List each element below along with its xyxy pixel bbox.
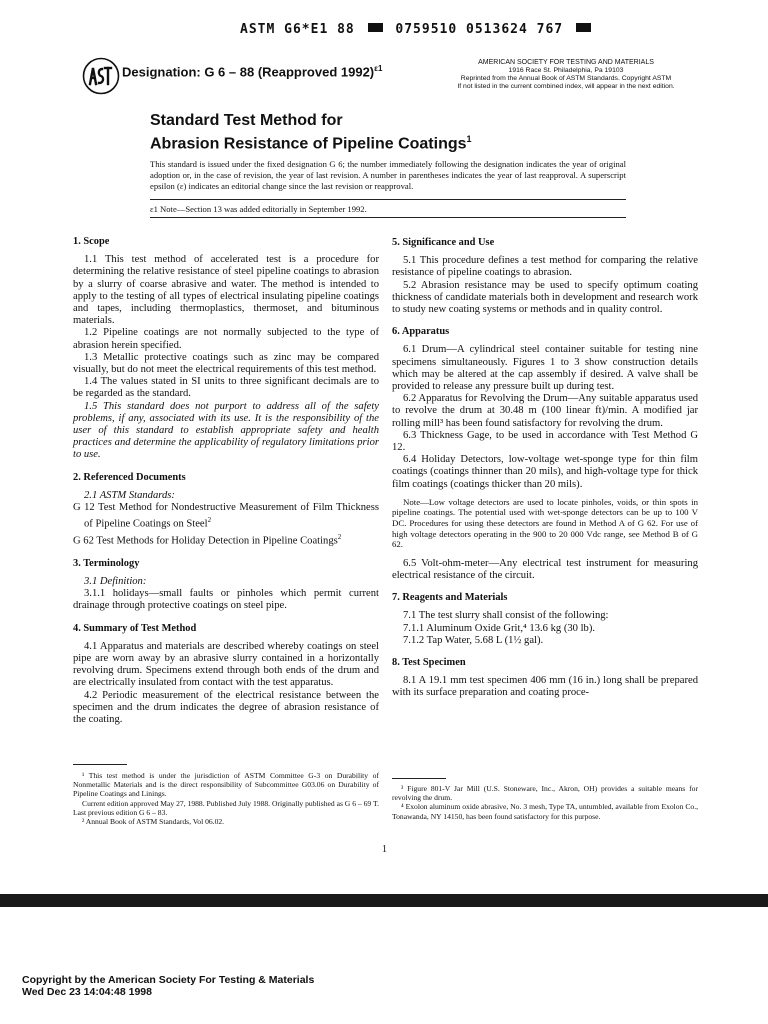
paragraph-1-3: 1.3 Metallic protective coatings such as zinc may be compared visually, but do not meet the electrical requirements of this test method. [73,351,379,376]
editorial-note: ε1 Note—Section 13 was added editorially in September 1992. [150,204,367,214]
paragraph-6-2: 6.2 Apparatus for Revolving the Drum—Any suitable apparatus used to revolve the drum at 30.48 m (100 linear ft)/min. A modified jar rolling mill³ has been found satisfactory for revolving the drum. [392,393,698,429]
copyright-stamp [22,974,314,998]
footnotes-right-text [392,784,698,821]
section-scope [73,236,379,462]
footnotes-left-text [73,771,379,826]
copyright-line: Copyright by the American Society For Testing & Materials [22,974,315,986]
footnote-2: ² Annual Book of ASTM Standards, Vol 06.02. [82,817,225,827]
section-heading: 5. Significance and Use [392,237,495,248]
section-heading: 6. Apparatus [392,326,450,338]
publisher-name: AMERICAN SOCIETY FOR TESTING AND MATERIALS [478,59,654,66]
document-code-left: ASTM G6*E1 88 [240,22,355,37]
paragraph-5-2: 5.2 Abrasion resistance may be used to specify optimum coating thickness of candidate materials both in development and research work to study new coating systems or methods and in quality control. [392,279,698,316]
document-code-line [240,22,595,37]
reference-g12-text: G 12 Test Method for Nondestructive Measurement of Film Thickness of Pipeline Coatings on Steel [73,502,379,530]
reference-g12 [73,502,379,531]
paragraph-6-3: 6.3 Thickness Gage, to be used in accordance with Test Method G 12. [392,429,698,454]
designation-epsilon: ε1 [374,64,383,73]
publisher-block [456,59,676,91]
section-heading: 3. Terminology [73,557,140,569]
title-footnote-ref: 1 [466,134,472,144]
paragraph-1-2: 1.2 Pipeline coatings are not normally subjected to the type of abrasion herein specified. [73,327,379,351]
paragraph-7-1-2: 7.1.2 Tap Water, 5.68 L (1½ gal). [403,634,544,646]
footnote-1: ¹ This test method is under the jurisdiction of ASTM Committee G-3 on Durability of Nonmetallic Materials and is the direct responsibility of Subcommittee G03.06 on Durability of Pipeline Coatings and Linings. [73,771,379,799]
copyright-timestamp: Wed Dec 23 14:04:48 1998 [22,986,152,998]
page-number: 1 [382,844,387,855]
paragraph-1-1: 1.1 This test method of accelerated test is a procedure for determining the relative resistance of steel pipeline coatings to abrasion by a slurry of coarse abrasive and water. The method is intended to apply to the testing of all types of electrical insulating pipeline coatings and tapes, including thermoplastics, thermoset, and bituminous materials. [73,254,379,327]
section-terminology [73,558,379,613]
paragraph-3-1-1: 3.1.1 holidays—small faults or pinholes which permit current drainage through protective coatings on steel pipe. [73,588,379,612]
section-heading: 7. Reagents and Materials [392,592,508,604]
title-main: Abrasion Resistance of Pipeline Coatings [150,135,467,153]
publisher-index-note: If not listed in the current combined index, will appear in the next edition. [457,83,675,90]
document-code-middle: 0759510 0513624 767 [395,22,564,37]
left-column [73,236,379,736]
footnote-rule [392,778,446,779]
code-block-mark [576,23,591,32]
footnote-ref: 2 [337,533,342,541]
footnote-4: ⁴ Exolon aluminum oxide abrasive, No. 3 mesh, Type TA, untumbled, available from Exolon Co., Tonawanda, NY 14150, has been found satisfactory for this purpose. [392,802,698,821]
paragraph-7-1-1: 7.1.1 Aluminum Oxide Grit,⁴ 13.6 kg (30 lb). [403,622,596,634]
paragraph-5-1: 5.1 This procedure defines a test method for comparing the relative resistance of pipeline coatings to abrasion. [392,255,698,279]
section-test-specimen [392,657,698,700]
issue-statement: This standard is issued under the fixed designation G 6; the number immediately following the designation indicates the year of original adoption or, in the case of revision, the year of last revision. A number in parentheses indicates the year of last reapproval. A superscript epsilon (ε) indicates an editorial change since the last revision or reapproval. [150,159,626,191]
paragraph-1-4: 1.4 The values stated in SI units to three significant decimals are to be regarded as the standard. [73,376,379,400]
paragraph-4-2: 4.2 Periodic measurement of the electrical resistance between the specimen and the drum indicates the degree of abrasion resistance of the coating. [73,689,379,725]
left-footnotes [73,764,379,826]
paragraph-3-1 [73,576,379,588]
scan-edge-bar [0,894,768,907]
reference-g62-text: G 62 Test Methods for Holiday Detection in Pipeline Coatings [73,535,338,547]
paragraph-6-5: 6.5 Volt-ohm-meter—Any electrical test instrument for measuring electrical resistance of the circuit. [392,557,698,582]
title-line2 [150,130,630,153]
title-line1: Standard Test Method for [150,112,343,129]
safety-caveat: 1.5 This standard does not purport to address all of the safety problems, if any, associated with its use. It is the responsibility of the user of this standard to establish appropriate safety and health practices and determine the applicability of regulatory limitations prior to use. [73,400,379,461]
footnote-ref: 2 [207,516,212,525]
section-summary [73,623,379,727]
definition-label: 3.1 Definition: [84,575,147,587]
right-footnotes [392,778,698,821]
code-block-mark [368,23,383,32]
reference-g62 [73,531,379,548]
paragraph-6-4: 6.4 Holiday Detectors, low-voltage wet-sponge type for thin film coatings (coatings thinner than 20 mils), and high-voltage type for thick film coatings (coatings thicker than 20 mils). [392,454,698,490]
paragraph-6-1: 6.1 Drum—A cylindrical steel container suitable for testing nine specimens simultaneously. Figures 1 to 3 show construction details which may be altered at the cap assembly if desired. A valve shall be provided to release any pressure built up during test. [392,344,698,393]
right-column [392,237,698,710]
paragraph-8-1: 8.1 A 19.1 mm test specimen 406 mm (16 in.) long shall be prepared with its surface preparation and coating proce- [392,675,698,699]
paragraph-2-1 [73,490,379,502]
designation [122,64,382,79]
section-referenced-documents [73,472,379,548]
footnote-1-edition: Current edition approved May 27, 1988. Published July 1988. Originally published as G 6 – 69 T. Last previous edition G 6 – 83. [73,798,379,817]
section-heading: 4. Summary of Test Method [73,622,197,634]
astm-standards-label: 2.1 ASTM Standards: [84,489,175,501]
section-heading: 2. Referenced Documents [73,471,186,483]
divider [150,217,626,218]
paragraph-1-5 [73,401,379,462]
paragraph-4-1: 4.1 Apparatus and materials are described whereby coatings on steel pipe are worn away by an abrasive slurry contained in a horizontally revolving drum. Specimens extend through both ends of the drum and are electrically insulated from contact with the test apparatus. [73,640,379,689]
section-reagents [392,592,698,647]
designation-text: Designation: G 6 – 88 (Reapproved 1992) [122,64,375,80]
section-heading: 1. Scope [73,236,110,247]
footnote-3: ³ Figure 801-V Jar Mill (U.S. Stoneware, Inc., Akron, OH) provides a suitable means for revolving the drum. [392,784,698,803]
detector-note: Note—Low voltage detectors are used to locate pinholes, voids, or thin spots in pipeline coatings. The potential used with wet-sponge detectors can be up to 100 V DC. Procedures for using these detectors are found in Method A of G 62. For use of high voltage detectors operating in the 900 to 20 000 Vdc range, see Method B of G 62. [392,496,698,550]
footnote-rule [73,764,127,765]
publisher-reprint-note: Reprinted from the Annual Book of ASTM Standards. Copyright ASTM [460,75,672,82]
section-apparatus [392,326,698,582]
paragraph-7-1: 7.1 The test slurry shall consist of the following: [403,610,609,622]
section-heading: 8. Test Specimen [392,657,466,669]
divider [150,199,626,200]
publisher-address: 1916 Race St. Philadelphia, Pa 19103 [508,67,624,74]
section-significance [392,237,698,316]
astm-logo [82,57,120,95]
